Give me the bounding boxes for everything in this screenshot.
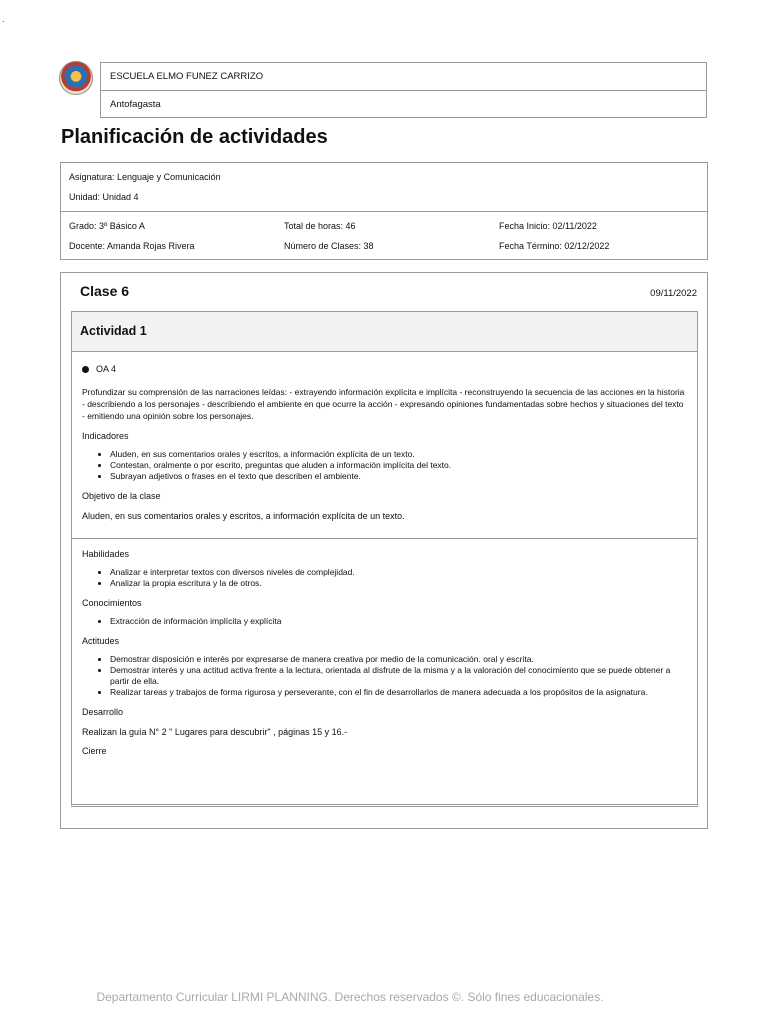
unidad: Unidad: Unidad 4	[69, 192, 139, 202]
course-info-box	[60, 162, 708, 260]
page-title: Planificación de actividades	[61, 126, 328, 148]
list-item: • Realizar tareas y trabajos de forma rigurosa y perseverante, con el fin de desarrollarlos de manera adecuada a los propósitos de la asignatura.	[110, 687, 687, 698]
school-logo-icon	[59, 61, 93, 95]
oa-item	[82, 364, 687, 374]
list-item: • Demostrar disposición e interés por expresarse de manera creativa por medio de la comunicación. oral y escrita.	[110, 654, 687, 665]
fecha-termino: Fecha Término: 02/12/2022	[499, 241, 610, 251]
objetivo-text: Aluden, en sus comentarios orales y escritos, a información explícita de un texto.	[82, 511, 405, 521]
list-item: • Contestan, oralmente o por escrito, preguntas que aluden a información implícita del texto.	[110, 460, 687, 471]
list-item: • Subrayan adjetivos o frases en el texto que describen el ambiente.	[110, 471, 687, 482]
class-date: 09/11/2022	[650, 288, 697, 299]
desarrollo-label: Desarrollo	[82, 707, 124, 717]
habilidades-list	[82, 567, 687, 589]
cierre-label: Cierre	[82, 746, 107, 756]
class-card	[60, 272, 708, 829]
bullet-dot-icon	[82, 366, 89, 373]
footer-text: Departamento Curricular LIRMI PLANNING. Derechos reservados ©. Sólo fines educacionales.	[96, 990, 604, 1004]
fecha-inicio: Fecha Inicio: 02/11/2022	[499, 221, 597, 231]
school-header	[100, 62, 707, 118]
objetivo-label: Objetivo de la clase	[82, 491, 161, 501]
actitudes-list	[82, 654, 687, 698]
asignatura: Asignatura: Lenguaje y Comunicación	[69, 172, 221, 182]
habilidades-label: Habilidades	[82, 549, 130, 559]
conocimientos-label: Conocimientos	[82, 598, 142, 608]
conocimientos-list	[82, 616, 687, 627]
school-name: ESCUELA ELMO FUNEZ CARRIZO	[110, 71, 264, 82]
activity-objectives	[71, 352, 698, 539]
list-item: • Analizar e interpretar textos con diversos niveles de complejidad.	[110, 567, 687, 578]
list-item: • Extracción de información implícita y explícita	[110, 616, 687, 627]
total-horas: Total de horas: 46	[284, 221, 356, 231]
list-item: • Aluden, en sus comentarios orales y escritos, a información explícita de un texto.	[110, 449, 687, 460]
desarrollo-text: Realizan la guía N° 2 " Lugares para descubrir" , páginas 15 y 16.-	[82, 727, 348, 737]
activity-title: Actividad 1	[71, 311, 698, 352]
numero-clases: Número de Clases: 38	[284, 241, 374, 251]
corner-mark: .	[2, 14, 5, 24]
grado: Grado: 3º Básico A	[69, 221, 145, 231]
list-item: • Analizar la propia escritura y la de otros.	[110, 578, 687, 589]
list-item: • Demostrar interés y una actitud activa frente a la lectura, orientada al disfrute de la misma y a la valoración del conocimiento que se puede obtener a partir de ella.	[110, 665, 687, 687]
class-title: Clase 6	[80, 283, 130, 299]
oa-label: OA 4	[96, 364, 117, 374]
indicadores-label: Indicadores	[82, 431, 129, 441]
oa-text: Profundizar su comprensión de las narraciones leídas: - extrayendo información explícita e implícita - reconstruyendo la secuencia de las acciones en la historia - describiendo a los personajes - describiendo el ambiente en que ocurre la acción - expresando opiniones fundamentadas sobre hechos y situaciones del texto - emitiendo una opinión sobre los personajes.	[82, 387, 685, 421]
docente: Docente: Amanda Rojas Rivera	[69, 241, 195, 251]
activity-details	[71, 539, 698, 807]
actitudes-label: Actitudes	[82, 636, 120, 646]
indicadores-list	[82, 449, 687, 482]
school-city: Antofagasta	[101, 90, 706, 118]
